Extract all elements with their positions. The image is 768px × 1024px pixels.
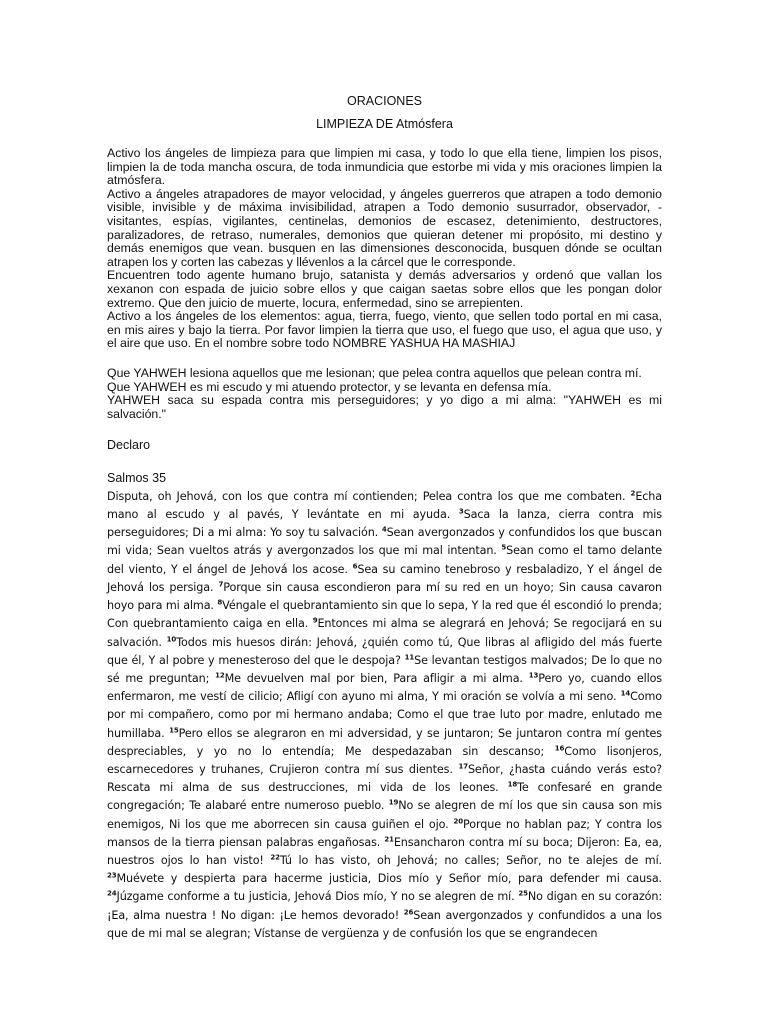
psalm-text [107,488,662,943]
verse-text: Echa mano al escudo y al pavés, Y levántate en mi ayuda. [107,489,662,522]
verse-text: Pero yo, cuando ellos enfermaron, me vestí de cilicio; Afligí con ayuno mi alma, Y mi oración se volvía a mi seno. [107,671,663,704]
document-content [107,94,662,943]
paragraph: Activo los ángeles de limpieza para que limpien mi casa, y todo lo que ella tiene, limpien los pisos, limpien la de toda mancha oscura, de toda inmundicia que estorbe mi vida y mis oraciones limpien la atmósfera. [107,146,662,188]
verse-number: 8 [217,598,223,607]
verse-text: Pero ellos se alegraron en mi adversidad, y se juntaron; Se juntaron contra mí gentes despreciables, y yo no lo entendía; Me despedazaban sin descanso; [107,726,662,758]
paragraph: Activo a los ángeles de los elementos: agua, tierra, fuego, viento, que sellen todo portal en mi casa, en mis aires y bajo la tierra. Por favor limpien la tierra que uso, el fuego que uso, el agua que uso, y el aire que uso. En el nombre sobre todo NOMBRE YASHUA HA MASHIAJ [107,309,662,351]
verse-text: Todos mis huesos dirán: Jehová, ¿quién como tú, Que libras al afligido del más fuerte que él, Y al pobre y menesteroso del que le despoja? [107,635,662,667]
psalm-intro: Disputa, oh Jehová, con los que contra mí contienden; Pelea contra los que me combaten. [107,489,631,503]
verse-number: 11 [404,652,415,661]
document-title: ORACIONES [346,94,422,108]
verse-text: Júzgame conforme a tu justicia, Jehová Dios mío, Y no se alegren de mí. [116,890,519,904]
verse-number: 20 [453,816,464,825]
verse-number: 5 [501,543,507,552]
verse-number: 18 [507,780,518,789]
verse-number: 9 [312,616,318,625]
verse-text: Véngale el quebrantamiento sin que lo sepa, Y la red que él escondió lo prenda; Con quebrantamiento caiga en ella. [107,599,662,631]
verse-text: Me devuelven mal por bien, Para afligir a mi alma. [224,671,529,685]
verse-number: 13 [528,671,539,680]
verse-number: 22 [270,853,280,862]
verse-text: Entonces mi alma se alegrará en Jehová; Se regocijará en su salvación. [107,617,662,649]
verse-number: 7 [218,580,224,589]
declarations [107,367,662,421]
declaro-label: Declaro [107,438,151,453]
verse-number: 16 [554,743,565,752]
declaration: Que YAHWEH es mi escudo y mi atuendo protector, y se levanta en defensa mía. [107,379,552,394]
verse-number: 14 [620,689,631,698]
verse-number: 21 [384,835,394,843]
psalm-heading: Salmos 35 [107,470,167,485]
verse-text: Sean avergonzados y confundidos a una los que de mi mal se alegran; Vístanse de vergüenza y de confusión los que se engrandecen [107,908,662,940]
verse-number: 15 [169,725,179,734]
verse-number: 6 [352,561,358,570]
verse-number: 12 [215,671,225,680]
paragraph: Activo a ángeles atrapadores de mayor velocidad, y ángeles guerreros que atrapen a todo demonio visible, invisible y de máxima invisibilidad, atrapen a Todo demonio susurrador, observador, - visitantes, espías, vigilantes, centinelas, demonios de escasez, detenimiento, destructores, paralizadores, de retraso, numerales, demonios que quieran detener mi propósito, mi destino y demás enemigos que vean. busquen en las dimensiones desconocida, busquen dónde se ocultan atrapen los y corten las cabezas y llévenlos a la cárcel que le corresponde. [107,186,662,269]
verse-text: Sean como el tamo delante del viento, Y el ángel de Jehová los acose. [107,544,662,576]
verse-number: 24 [107,889,117,898]
verse-number: 10 [166,634,177,643]
verse-text: No se alegren de mí los que sin causa son mis enemigos, Ni los que me aborrecen sin causa guiñen el ojo. [107,799,662,831]
verse-text: Señor, ¿hasta cuándo verás esto? Rescata mi alma de sus destrucciones, mi vida de los leones. [107,762,662,795]
declaration: YAHWEH saca su espada contra mis perseguidores; y yo digo a mi alma: "YAHWEH es mi salvación." [107,393,662,421]
verse-text: Porque no hablan paz; Y contra los mansos de la tierra piensan palabras engañosas. [107,817,662,849]
verse-text: Muévete y despierta para hacerme justicia, Dios mío y Señor mío, para defender mi causa. [116,872,662,886]
verse-text: Sea su camino tenebroso y resbaladizo, Y el ángel de Jehová los persiga. [107,562,662,594]
verse-number: 3 [458,507,464,516]
verse-text: Porque sin causa escondieron para mí su red en un hoyo; Sin causa cavaron hoyo para mi alma. [107,580,663,613]
paragraph: Encuentren todo agente humano brujo, satanista y demás adversarios y ordenó que vallan los xexanon con espada de juicio sobre ellos y que caigan saetas sobre ellos que les pongan dolor extremo. Que den juicio de muerte, locura, enfermedad, sino se arrepienten. [107,268,662,310]
verse-text: No digan en su corazón: ¡Ea, alma nuestra ! No digan: ¡Le hemos devorado! [107,890,662,922]
verse-number: 23 [107,871,117,880]
verse-text: Te confesaré en grande congregación; Te alabaré entre numeroso pueblo. [107,781,663,813]
verse-number: 26 [403,907,414,916]
verse-text: Sean avergonzados y confundidos los que buscan mi vida; Sean vueltos atrás y avergonzados los que mi mal intentan. [107,526,662,558]
document-subtitle: LIMPIEZA DE Atmósfera [316,117,453,131]
verse-text: Como lisonjeros, escarnecedores y truhanes, Crujieron contra mí sus dientes. [107,744,662,776]
verse-number: 19 [388,798,399,807]
verse-number: 17 [458,762,468,771]
verse-text: Saca la lanza, cierra contra mis perseguidores; Di a mi alma: Yo soy tu salvación. [107,508,662,540]
declaration: Que YAHWEH lesiona aquellos que me lesionan; que pelea contra aquellos que pelean contra mí. [107,365,642,380]
verse-text: Ensancharon contra mí su boca; Dijeron: Ea, ea, nuestros ojos lo han visto! [107,835,662,867]
verse-text: Tú lo has visto, oh Jehová; no calles; Señor, no te alejes de mí. [279,853,662,867]
verse-text: Como por mi compañero, como por mi hermano andaba; Como el que trae luto por madre, enlutado me humillaba. [107,690,662,740]
verse-number: 4 [381,525,387,534]
verse-number: 2 [630,489,636,498]
verse-text: Se levantan testigos malvados; De lo que no sé me preguntan; [107,653,662,685]
verse-number: 25 [518,889,528,898]
